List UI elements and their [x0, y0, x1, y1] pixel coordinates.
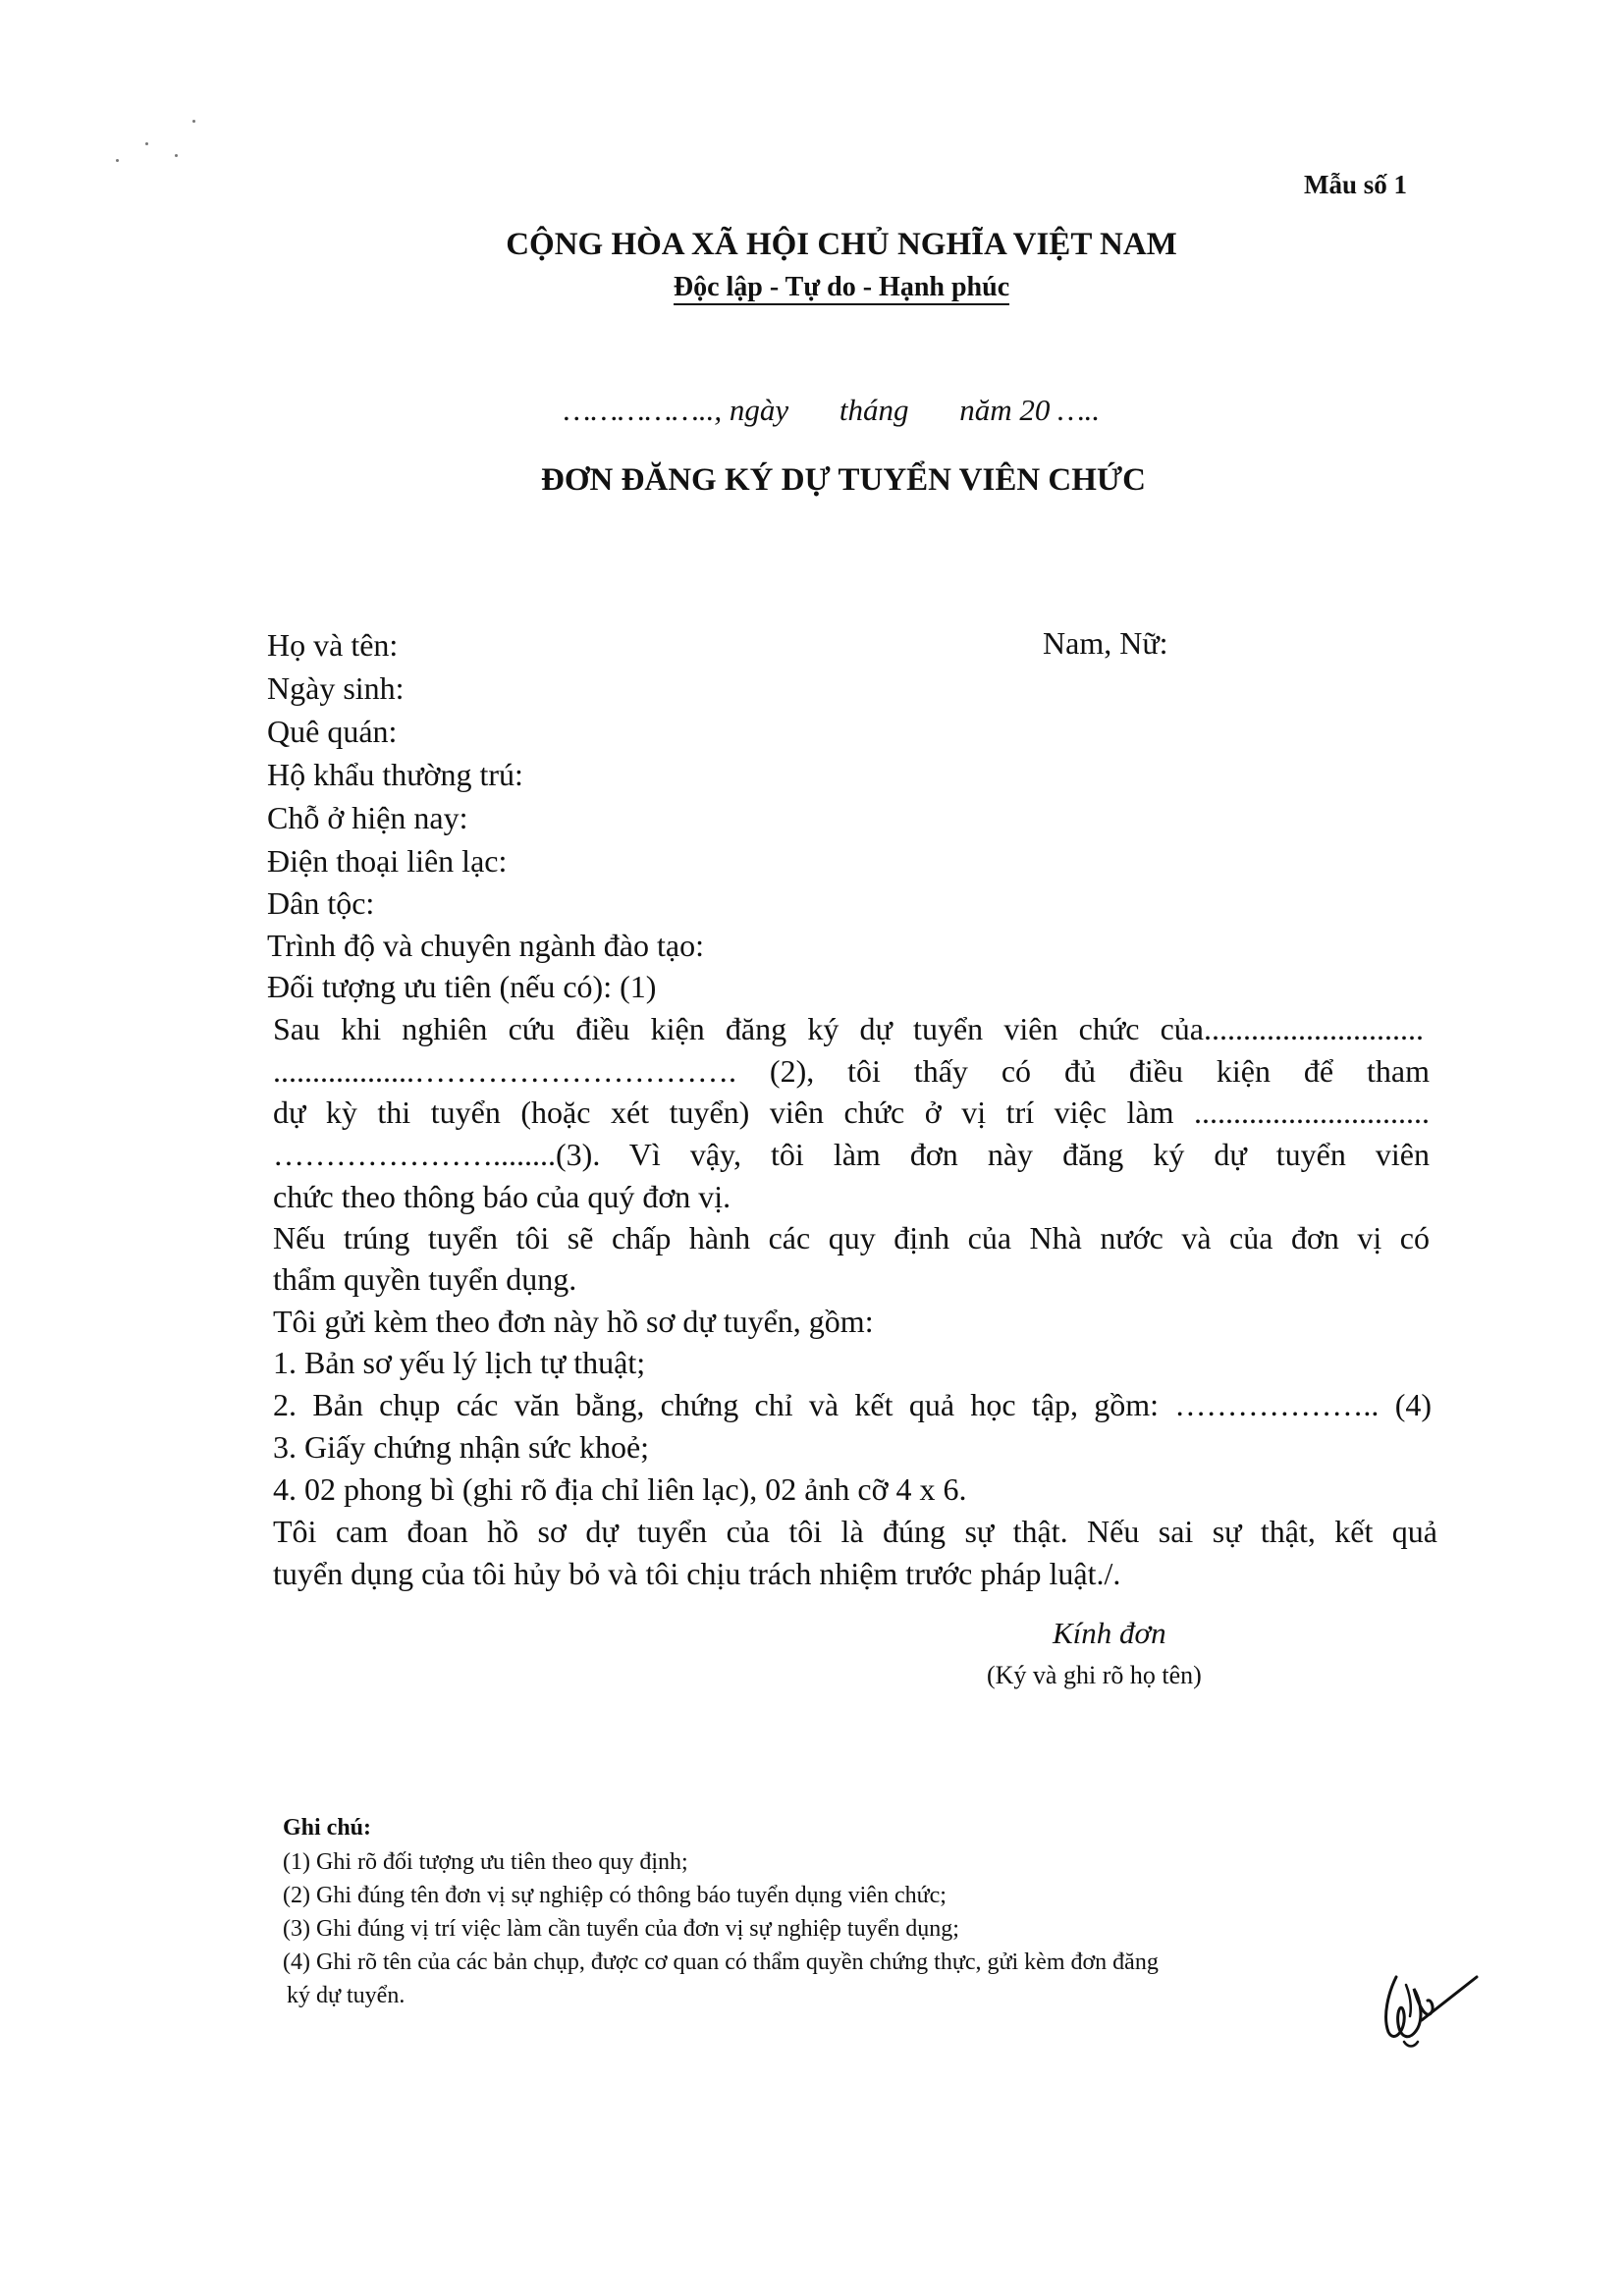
body-line: dự kỳ thi tuyển (hoặc xét tuyển) viên chức ở vị trí việc làm ..............................	[273, 1095, 1430, 1130]
attachment-item: 4. 02 phong bì (ghi rõ địa chỉ liên lạc), 02 ảnh cỡ 4 x 6.	[273, 1471, 967, 1507]
note-item: (3) Ghi đúng vị trí việc làm cần tuyển của đơn vị sự nghiệp tuyển dụng;	[283, 1916, 959, 1942]
nation-header: CỘNG HÒA XÃ HỘI CHỦ NGHĨA VIỆT NAM	[506, 227, 1177, 262]
signature-hint: (Ký và ghi rõ họ tên)	[987, 1661, 1202, 1689]
note-item: (2) Ghi đúng tên đơn vị sự nghiệp có thông báo tuyển dụng viên chức;	[283, 1883, 947, 1908]
form-number: Mẫu số 1	[1304, 170, 1408, 199]
field-ethnicity: Dân tộc:	[267, 885, 375, 921]
initials-signature-mark	[1375, 1959, 1483, 2053]
note-item: ký dự tuyển.	[287, 1983, 406, 2008]
document-title: ĐƠN ĐĂNG KÝ DỰ TUYỂN VIÊN CHỨC	[540, 462, 1147, 498]
motto-text: Độc lập - Tự do - Hạnh phúc	[674, 272, 1009, 305]
scan-speck	[145, 142, 148, 145]
field-gender: Nam, Nữ:	[1043, 625, 1168, 661]
attachment-item: 2. Bản chụp các văn bằng, chứng chỉ và kết quả học tập, gồm: ……………….. (4)	[273, 1387, 1432, 1422]
field-education: Trình độ và chuyên ngành đào tạo:	[267, 928, 704, 963]
body-line: chức theo thông báo của quý đơn vị.	[273, 1179, 731, 1214]
field-full-name: Họ và tên:	[267, 627, 399, 663]
field-dob: Ngày sinh:	[267, 670, 405, 706]
field-current-address: Chỗ ở hiện nay:	[267, 800, 468, 835]
body-line: …………………........(3). Vì vậy, tôi làm đơn này đăng ký dự tuyển viên	[273, 1137, 1430, 1172]
date-line	[564, 393, 1100, 428]
body-line: Nếu trúng tuyển tôi sẽ chấp hành các quy định của Nhà nước và của đơn vị có	[273, 1220, 1430, 1255]
note-item: (4) Ghi rõ tên của các bản chụp, được cơ quan có thẩm quyền chứng thực, gửi kèm đơn đăng	[283, 1949, 1159, 1975]
motto	[0, 272, 1624, 303]
body-line: thẩm quyền tuyển dụng.	[273, 1261, 577, 1297]
month-label: tháng	[839, 393, 909, 427]
field-residence: Hộ khẩu thường trú:	[267, 757, 523, 792]
note-item: (1) Ghi rõ đối tượng ưu tiên theo quy định;	[283, 1849, 688, 1875]
field-priority: Đối tượng ưu tiên (nếu có): (1)	[267, 969, 657, 1004]
year-label: năm 20 …..	[959, 393, 1101, 427]
field-hometown: Quê quán:	[267, 714, 398, 749]
place-dots: ……………..,	[564, 393, 723, 427]
attachment-item: 3. Giấy chứng nhận sức khoẻ;	[273, 1429, 650, 1465]
notes-title: Ghi chú:	[283, 1815, 372, 1841]
field-phone: Điện thoại liên lạc:	[267, 843, 508, 879]
attachment-item: 1. Bản sơ yếu lý lịch tự thuật;	[273, 1345, 646, 1380]
body-line: Sau khi nghiên cứu điều kiện đăng ký dự tuyển viên chức của............................	[273, 1011, 1424, 1046]
signature-lead: Kính đơn	[1053, 1616, 1166, 1650]
scan-speck	[175, 154, 178, 157]
body-line: Tôi cam đoan hồ sơ dự tuyển của tôi là đúng sự thật. Nếu sai sự thật, kết quả	[273, 1514, 1437, 1549]
body-line: Tôi gửi kèm theo đơn này hồ sơ dự tuyển, gồm:	[273, 1304, 874, 1339]
scan-speck	[116, 159, 119, 162]
body-line: ..................…………………………. (2), tôi thấy có đủ điều kiện để tham	[273, 1053, 1430, 1089]
day-label: ngày	[729, 393, 789, 427]
scan-speck	[192, 120, 195, 123]
body-line: tuyển dụng của tôi hủy bỏ và tôi chịu trách nhiệm trước pháp luật./.	[273, 1556, 1121, 1591]
